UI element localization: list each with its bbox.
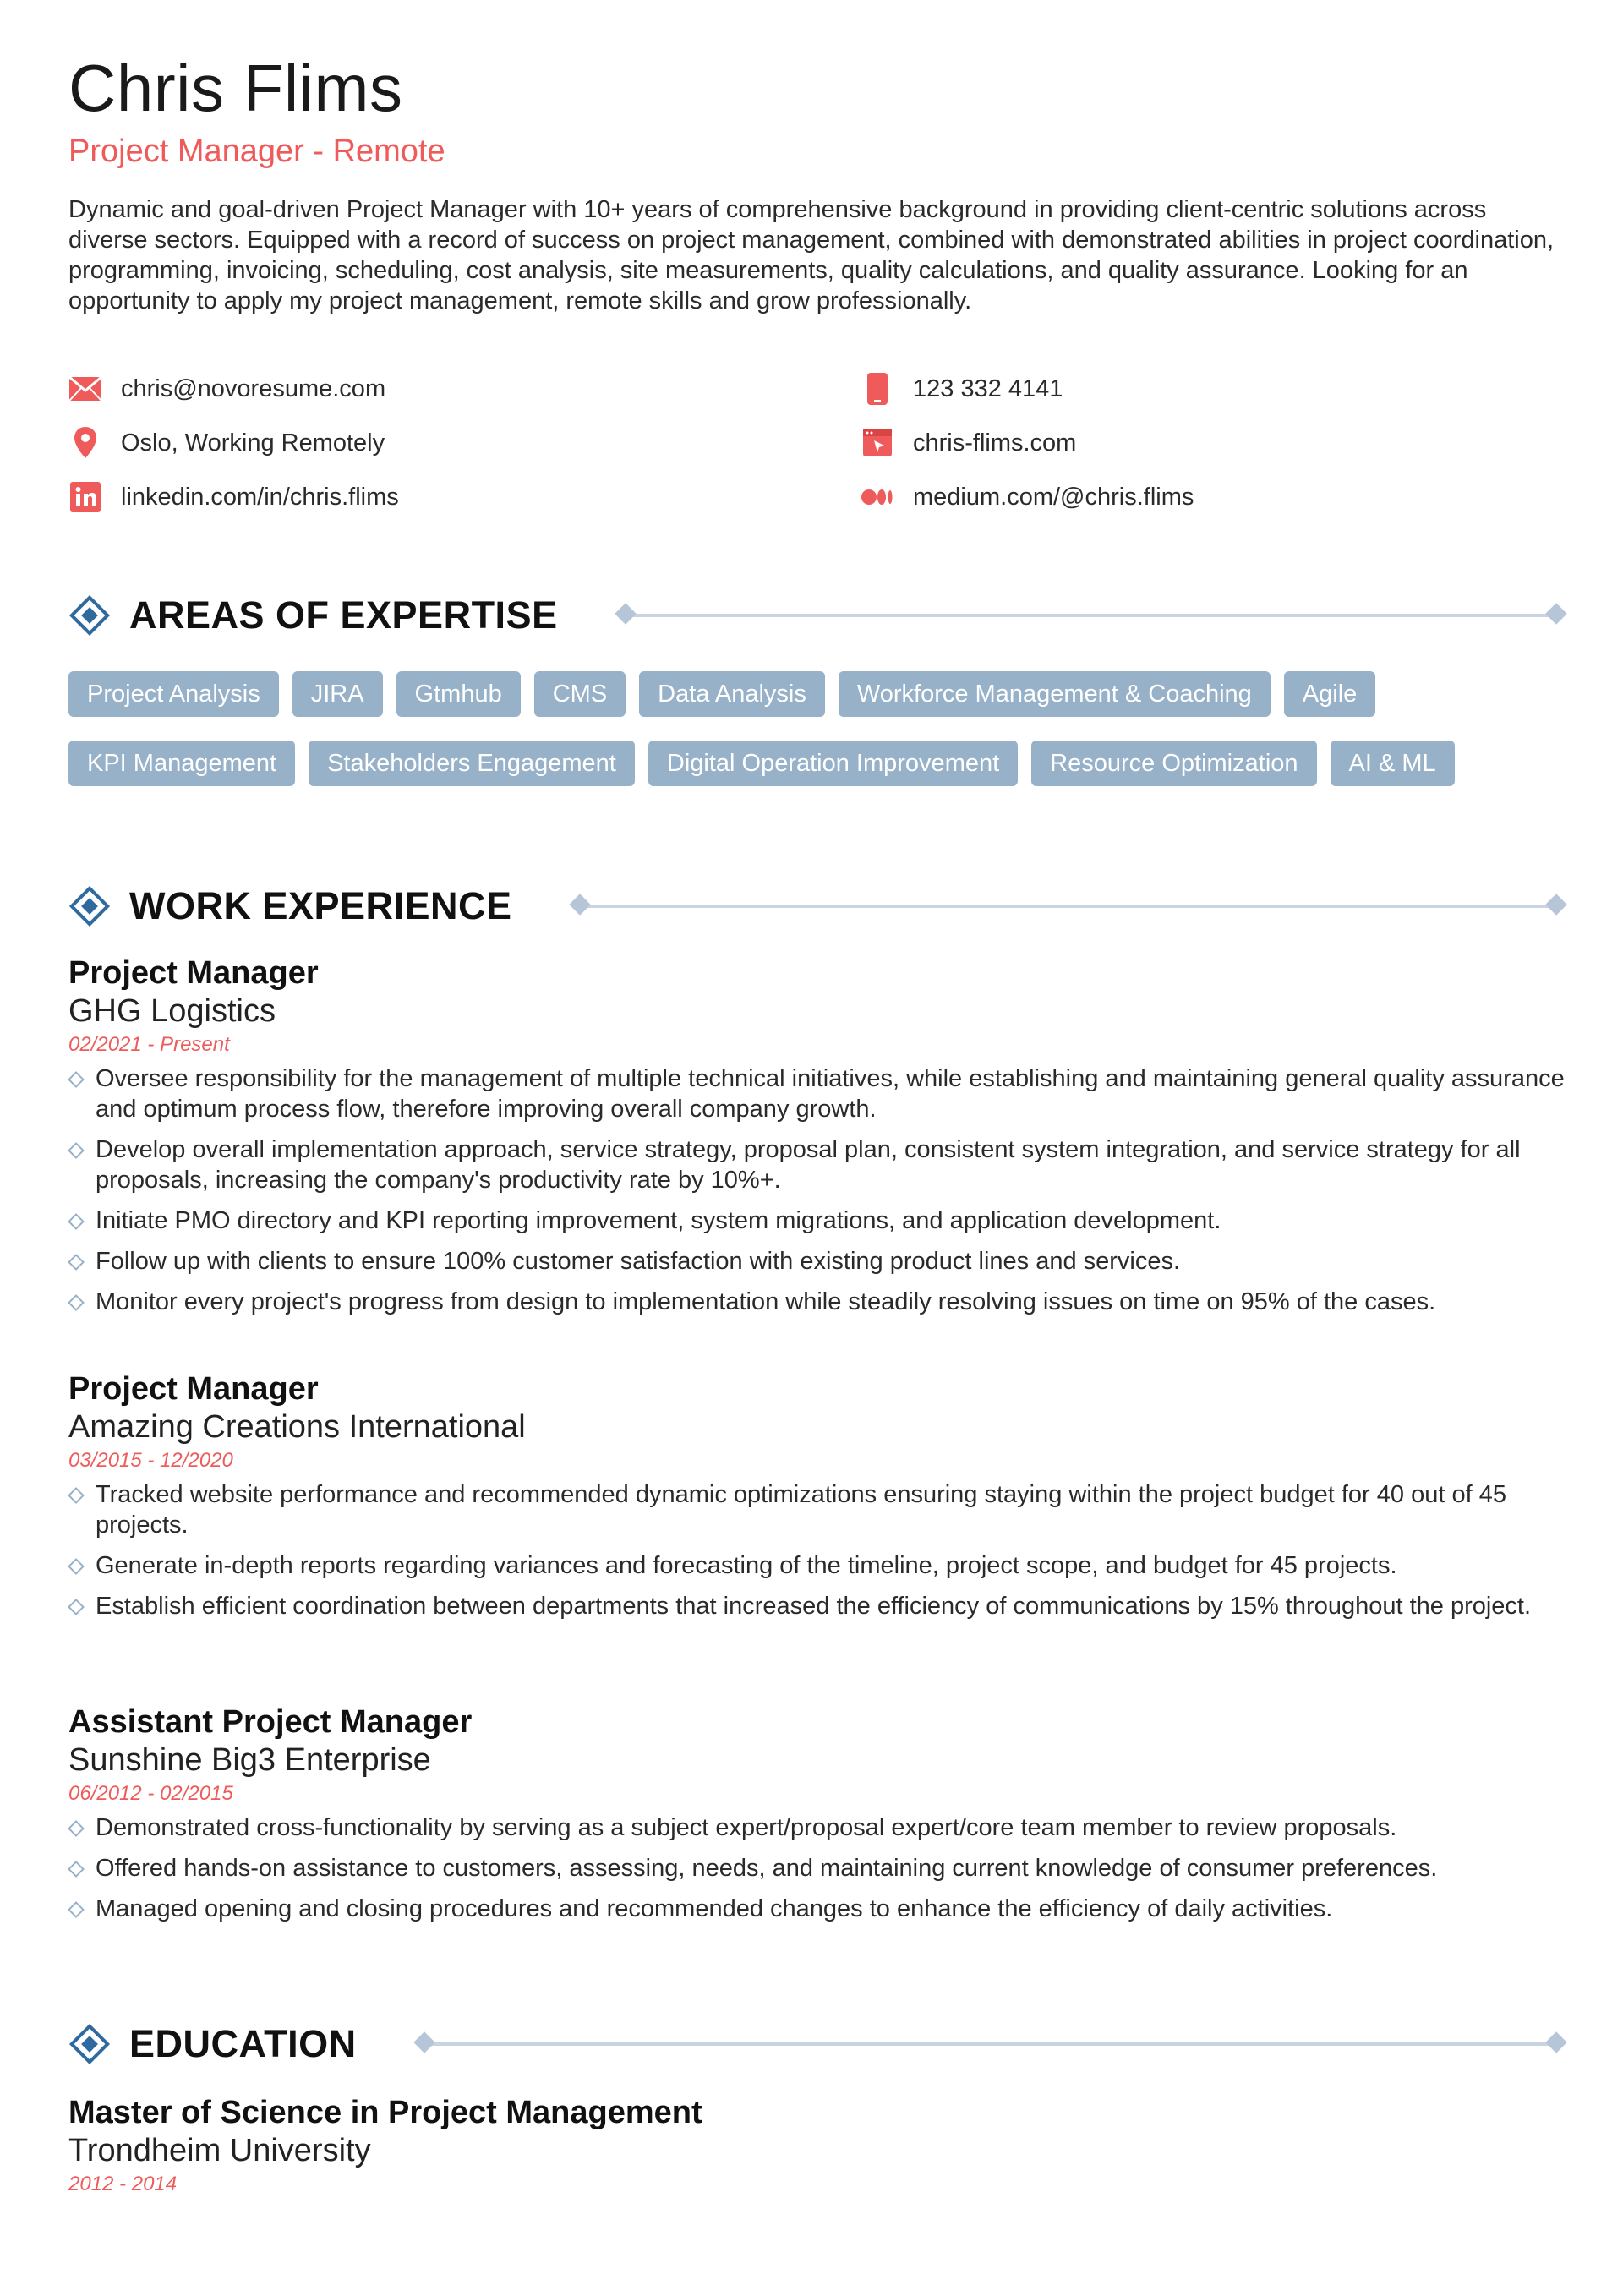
section-divider xyxy=(424,2042,1556,2046)
job-bullets xyxy=(68,1812,1573,1924)
contact-phone[interactable] xyxy=(861,372,1063,406)
section-header-education xyxy=(68,2020,1556,2068)
job-bullet: Monitor every project's progress from design to implementation while steadily resolving issues on time on 95% of the cases. xyxy=(68,1287,1573,1317)
skill-tag: Digital Operation Improvement xyxy=(648,741,1018,786)
skill-tag: Data Analysis xyxy=(639,671,825,717)
job-entry xyxy=(68,954,1573,1327)
skill-tag: CMS xyxy=(534,671,626,717)
section-title: EDUCATION xyxy=(129,2022,357,2065)
email-icon xyxy=(68,372,102,406)
skill-tag: AI & ML xyxy=(1331,741,1455,786)
contact-medium-text: medium.com/@chris.flims xyxy=(913,483,1194,511)
contact-website-text: chris-flims.com xyxy=(913,429,1077,456)
job-bullet: Demonstrated cross-functionality by serving as a subject expert/proposal expert/core team member to review proposals. xyxy=(68,1812,1573,1843)
job-bullet: Develop overall implementation approach, service strategy, proposal plan, consistent system integration, and service strategy for all proposals, increasing the company's productivity rate by 10%+. xyxy=(68,1134,1573,1195)
section-header-work xyxy=(68,883,1556,930)
job-company: GHG Logistics xyxy=(68,993,276,1029)
skill-tag: Resource Optimization xyxy=(1031,741,1316,786)
phone-icon xyxy=(861,372,894,406)
skills-row xyxy=(68,741,1573,786)
job-company: Amazing Creations International xyxy=(68,1409,526,1445)
job-bullet: Generate in-depth reports regarding variances and forecasting of the timeline, project scope, and budget for 45 projects. xyxy=(68,1550,1573,1581)
skill-tag: KPI Management xyxy=(68,741,295,786)
job-bullets xyxy=(68,1063,1573,1317)
job-entry xyxy=(68,1369,1573,1632)
job-role: Project Manager xyxy=(68,955,319,991)
skill-tag: JIRA xyxy=(292,671,383,717)
job-bullet: Follow up with clients to ensure 100% customer satisfaction with existing product lines and services. xyxy=(68,1246,1573,1276)
job-company: Sunshine Big3 Enterprise xyxy=(68,1742,431,1778)
bullet-diamond-icon xyxy=(68,1142,85,1159)
bullet-diamond-icon xyxy=(68,1071,85,1088)
contact-email[interactable] xyxy=(68,372,385,406)
summary: Dynamic and goal-driven Project Manager with 10+ years of comprehensive background in providing client-centric solutions across diverse sectors. Equipped with a record of success on project management, combined with demonstrated abilities in project coordination, programming, invoicing, scheduling, cost analysis, site measurements, quality calculations, and quality assurance. Looking for an opportunity to apply my project management, remote skills and grow professionally. xyxy=(68,196,1555,314)
bullet-diamond-icon xyxy=(68,1254,85,1271)
job-role: Assistant Project Manager xyxy=(68,1704,473,1740)
contact-location xyxy=(68,426,385,460)
education-degree: Master of Science in Project Management xyxy=(68,2095,702,2130)
job-role: Project Manager xyxy=(68,1371,319,1407)
job-bullet: Tracked website performance and recommended dynamic optimizations ensuring staying within the project budget for 40 out of 45 projects. xyxy=(68,1479,1573,1540)
medium-icon xyxy=(861,480,894,514)
section-title: AREAS OF EXPERTISE xyxy=(129,593,558,637)
diamond-icon xyxy=(68,2023,111,2065)
skills-tags xyxy=(68,671,1573,810)
skill-tag: Gtmhub xyxy=(396,671,521,717)
diamond-icon xyxy=(68,594,111,637)
job-bullet: Managed opening and closing procedures and recommended changes to enhance the efficiency of daily activities. xyxy=(68,1894,1573,1924)
job-title: Project Manager - Remote xyxy=(68,134,445,169)
skill-tag: Workforce Management & Coaching xyxy=(839,671,1271,717)
website-icon xyxy=(861,426,894,460)
education-school: Trondheim University xyxy=(68,2133,371,2168)
person-name: Chris Flims xyxy=(68,51,403,125)
job-bullet: Establish efficient coordination between departments that increased the efficiency of communications by 15% throughout the project. xyxy=(68,1591,1573,1621)
skill-tag: Project Analysis xyxy=(68,671,279,717)
section-divider xyxy=(580,905,1556,908)
job-entry xyxy=(68,1703,1573,1934)
job-bullet: Initiate PMO directory and KPI reporting improvement, system migrations, and application development. xyxy=(68,1205,1573,1236)
bullet-diamond-icon xyxy=(68,1213,85,1230)
contact-linkedin[interactable] xyxy=(68,480,399,514)
job-dates: 06/2012 - 02/2015 xyxy=(68,1782,233,1805)
contact-location-text: Oslo, Working Remotely xyxy=(121,429,385,456)
diamond-icon xyxy=(68,885,111,927)
section-title: WORK EXPERIENCE xyxy=(129,884,512,927)
education-entry xyxy=(68,2093,1573,2203)
job-bullet: Oversee responsibility for the management of multiple technical initiatives, while establishing and maintaining general quality assurance and optimum process flow, therefore improving overall company growth. xyxy=(68,1063,1573,1124)
skills-row xyxy=(68,671,1573,717)
skill-tag: Agile xyxy=(1284,671,1376,717)
bullet-diamond-icon xyxy=(68,1294,85,1311)
bullet-diamond-icon xyxy=(68,1820,85,1837)
section-divider xyxy=(626,614,1556,617)
job-bullet: Offered hands-on assistance to customers, assessing, needs, and maintaining current knowledge of consumer preferences. xyxy=(68,1853,1573,1883)
bullet-diamond-icon xyxy=(68,1901,85,1918)
contact-website[interactable] xyxy=(861,426,1076,460)
job-dates: 03/2015 - 12/2020 xyxy=(68,1449,233,1472)
contact-linkedin-text: linkedin.com/in/chris.flims xyxy=(121,483,399,511)
contact-phone-text: 123 332 4141 xyxy=(913,374,1063,402)
bullet-diamond-icon xyxy=(68,1599,85,1615)
bullet-diamond-icon xyxy=(68,1558,85,1575)
section-header-expertise xyxy=(68,592,1556,639)
skill-tag: Stakeholders Engagement xyxy=(309,741,635,786)
bullet-diamond-icon xyxy=(68,1861,85,1878)
location-pin-icon xyxy=(68,426,102,460)
linkedin-icon xyxy=(68,480,102,514)
job-dates: 02/2021 - Present xyxy=(68,1033,230,1056)
contact-email-text: chris@novoresume.com xyxy=(121,374,386,402)
education-dates: 2012 - 2014 xyxy=(68,2173,178,2195)
bullet-diamond-icon xyxy=(68,1487,85,1504)
job-bullets xyxy=(68,1479,1573,1621)
contact-medium[interactable] xyxy=(861,480,1194,514)
